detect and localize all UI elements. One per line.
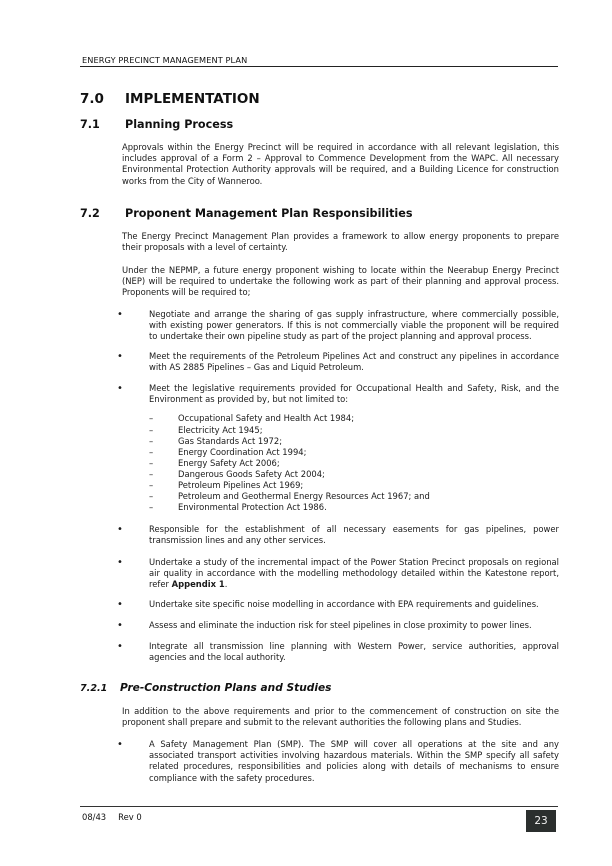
- heading-7-2-1-title: Pre-Construction Plans and Studies: [120, 682, 332, 694]
- list-item: [117, 524, 559, 546]
- dash-icon: –: [149, 491, 154, 502]
- heading-7-1-title: Planning Process: [125, 118, 234, 131]
- list-item-text: Meet the requirements of the Petroleum Pipelines Act and construct any pipelines in accordance with AS 2885 Pipelines – Gas and Liquid Petroleum.: [149, 351, 559, 373]
- list-item-text: Responsible for the establishment of all necessary easements for gas pipelines, power transmission lines and any other services.: [149, 524, 559, 546]
- running-header: ENERGY PRECINCT MANAGEMENT PLAN: [82, 55, 248, 65]
- dash-icon: –: [149, 424, 154, 435]
- doc-reference: 08/43: [82, 812, 107, 822]
- list-item: [117, 383, 559, 513]
- bullet-icon: •: [117, 557, 123, 568]
- paragraph-pre-construction: In addition to the above requirements and prior to the commencement of construction on site the proponent shall prepare and submit to the relevant authorities the following plans and Studies.: [122, 706, 559, 728]
- list-item: [117, 599, 559, 610]
- heading-7-2: [80, 207, 413, 220]
- revision-label: Rev 0: [118, 812, 142, 822]
- dash-icon: –: [149, 435, 154, 446]
- list-item-text: Meet the legislative requirements provided for Occupational Health and Safety, Risk, and the Environment as provided by, but not limited to:: [149, 383, 559, 405]
- bullet-icon: •: [117, 351, 123, 362]
- bullet-icon: •: [117, 641, 123, 652]
- dash-icon: –: [149, 502, 154, 513]
- footer-rule: [80, 806, 558, 807]
- paragraph-epmp-framework: The Energy Precinct Management Plan provides a framework to allow energy proponents to prepare their proposals with a level of certainty.: [122, 231, 559, 253]
- section-heading: [80, 91, 260, 107]
- legislation-item: – Gas Standards Act 1972;: [149, 435, 283, 446]
- footer-reference: [82, 812, 142, 822]
- bullet-icon: •: [117, 524, 123, 535]
- list-item-text: Undertake a study of the incremental impact of the Power Station Precinct proposals on regional air quality in accordance with the modelling methodology detailed within the Katestone report, refer Appendix 1.: [149, 557, 559, 590]
- list-item: [117, 351, 559, 373]
- dash-icon: –: [149, 457, 154, 468]
- list-item-text: Integrate all transmission line planning with Western Power, service authorities, approval agencies and the local authority.: [149, 641, 559, 663]
- list-item-text: A Safety Management Plan (SMP). The SMP will cover all operations at the site and any associated transport activities involving hazardous materials. Within the SMP specify all safety related procedures, responsibilities and policies along with details of mechanisms to ensure compliance with the safety procedures.: [149, 739, 559, 783]
- bullet-icon: •: [117, 309, 123, 320]
- legislation-item: – Energy Coordination Act 1994;: [149, 446, 307, 457]
- list-item: [117, 309, 559, 343]
- legislation-item: – Petroleum and Geothermal Energy Resources Act 1967; and: [149, 491, 430, 502]
- appendix-reference: Appendix 1: [171, 579, 225, 590]
- dash-icon: –: [149, 479, 154, 490]
- bullet-icon: •: [117, 383, 123, 394]
- list-item-text: Assess and eliminate the induction risk for steel pipelines in close proximity to power lines.: [149, 620, 532, 630]
- dash-icon: –: [149, 468, 154, 479]
- legislation-item: – Energy Safety Act 2006;: [149, 457, 280, 468]
- heading-7-2-number: 7.2: [80, 207, 100, 220]
- heading-7-2-1-number: 7.2.1: [80, 683, 108, 694]
- header-rule: [80, 66, 558, 67]
- list-item-text: Undertake site specific noise modelling in accordance with EPA requirements and guidelines.: [149, 599, 539, 609]
- legislation-list: [149, 413, 559, 513]
- heading-7-1: [80, 118, 233, 131]
- paragraph-planning-process: Approvals within the Energy Precinct will be required in accordance with all relevant legislation, this includes approval of a Form 2 – Approval to Commence Development from the WAPC. All necessary Environmental Protection Authority approvals will be required, and a Building Licence for construction works from the City of Wanneroo.: [122, 142, 559, 186]
- section-title: IMPLEMENTATION: [125, 91, 260, 107]
- bullet-icon: •: [117, 739, 123, 750]
- legislation-item: – Dangerous Goods Safety Act 2004;: [149, 468, 325, 479]
- legislation-item: – Electricity Act 1945;: [149, 424, 263, 435]
- legislation-item: – Occupational Safety and Health Act 1984;: [149, 413, 355, 424]
- dash-icon: –: [149, 413, 154, 424]
- dash-icon: –: [149, 446, 154, 457]
- list-item: [117, 739, 559, 784]
- bullet-icon: •: [117, 599, 123, 610]
- legislation-item: – Petroleum Pipelines Act 1969;: [149, 479, 304, 490]
- paragraph-nepmp-requirements: Under the NEPMP, a future energy proponent wishing to locate within the Neerabup Energy Precinct (NEP) will be required to undertake the following work as part of their planning and approval process. Proponents will be required to;: [122, 265, 559, 298]
- list-item: [117, 641, 559, 663]
- heading-7-2-1: [80, 682, 331, 694]
- list-item-text: Negotiate and arrange the sharing of gas supply infrastructure, where commercially possible, with existing power generators. If this is not commercially viable the proponent will be required to undertake their own pipeline study as part of the project planning and approval process.: [149, 309, 559, 342]
- list-item: [117, 620, 559, 631]
- heading-7-1-number: 7.1: [80, 118, 100, 131]
- section-number: 7.0: [80, 91, 104, 107]
- bullet-icon: •: [117, 620, 123, 631]
- heading-7-2-title: Proponent Management Plan Responsibilities: [125, 207, 413, 220]
- list-item: [117, 557, 559, 591]
- page-number: 23: [526, 810, 556, 832]
- legislation-item: – Environmental Protection Act 1986.: [149, 502, 327, 513]
